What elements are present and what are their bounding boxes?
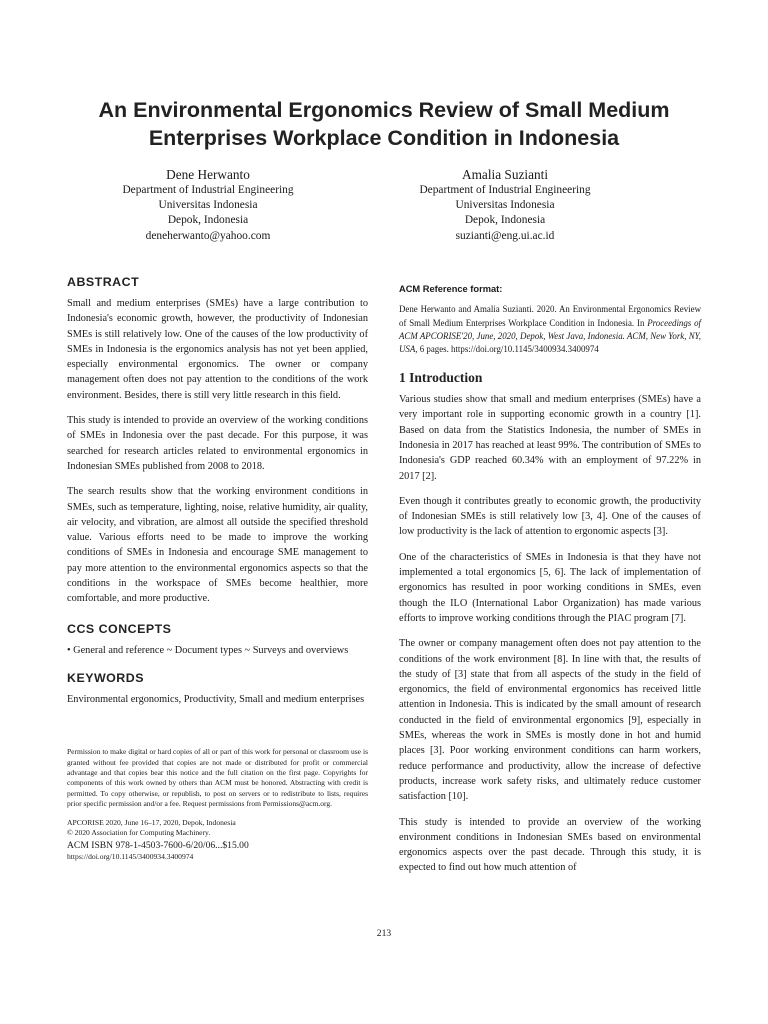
author-block-1 [58,166,358,244]
intro-paragraph: One of the characteristics of SMEs in Indonesia is that they have not implemented a total ergonomics [5, 6]. The lack of implementation of ergonomics has resulted in poor working conditions in SMEs, even though the ILO (International Labor Organization) has made various efforts to improve working conditions through the PIAC program [7]. [399,551,701,624]
author-email: suzianti@eng.ui.ac.id [455,229,555,242]
conference-line: APCORISE 2020, June 16–17, 2020, Depok, Indonesia [67,817,236,827]
author-university: Universitas Indonesia [158,199,258,212]
abstract-paragraph: The search results show that the working environment conditions in SMEs, such as temperature, lighting, noise, relative humidity, air quality, air velocity, and vibration, are almost all outside the specified threshold value. Various efforts need to be made to improve the working conditions of SMEs in Indonesia and encourage SME management to pay more attention to the environmental ergonomics aspects so that the conditions in the workspace of SMEs become healthier, more comfortable, and more productive. [67,486,368,605]
conference-info [67,818,368,863]
ccs-heading: CCS CONCEPTS [67,621,172,636]
author-department: Department of Industrial Engineering [419,184,591,196]
intro-paragraph: The owner or company management often does not pay attention to the conditions of the work environment [8]. In line with that, the results of the study of [3] state that from all aspects of the study in the field of ergonomics, the field of environmental ergonomics has received little attention in Indonesia. This is indicated by the small amount of research conducted in the field of environmental ergonomics [9], especially in SMEs, whereas the work in SMEs is mostly done in hot and humid places [3]. Poor working environment conditions can harm workers, reduce performance and productivity, allow the increase of defective products, increase work safety risks, and ultimately reduce customer satisfaction [10]. [399,638,701,803]
reference-text: Dene Herwanto and Amalia Suzianti. 2020. An Environmental Ergonomics Review of Small Medium Enterprises Workplace Condition in Indonesia. In [399,304,701,328]
acm-reference-text [399,303,701,356]
right-column [399,274,701,886]
doi-link[interactable]: https://doi.org/10.1145/3400934.3400974 [67,851,194,861]
isbn-line: ACM ISBN 978-1-4503-7600-6/20/06...$15.00 [67,839,249,851]
author-name: Dene Herwanto [166,167,250,182]
abstract-heading: ABSTRACT [67,275,140,289]
page-number: 213 [376,928,392,939]
keywords-text: Environmental ergonomics, Productivity, Small and medium enterprises [67,693,365,705]
intro-paragraph: This study is intended to provide an overview of the working environment conditions in Indonesian SMEs based on environmental ergonomics aspects over the past decade. Through this study, it is expected to find out how much attention of [399,816,701,874]
acm-reference-heading: ACM Reference format: [399,284,503,294]
intro-paragraph: Even though it contributes greatly to economic growth, the productivity of Indonesian SMEs is still relatively low [3, 4]. One of the causes of low productivity is the lack of attention to ergonomic aspects [3]. [399,495,701,538]
reference-text-tail: 6 pages. https://doi.org/10.1145/3400934.3400974 [417,343,599,354]
author-university: Universitas Indonesia [455,199,555,212]
copyright-line: © 2020 Association for Computing Machinery. [67,828,211,838]
abstract-paragraph: This study is intended to provide an overview of the working conditions of SMEs in Indonesia over the past decade. For this purpose, it was searched for research articles related to environmental ergonomics in Indonesian SMEs published from 2008 to 2018. [67,415,368,472]
reference-proceedings: Proceedings of ACM APCORISE'20, June, 2020, Depok, West Java, Indonesia. ACM, New York, NY, USA, [399,317,701,354]
left-column [67,274,368,862]
ccs-item: • General and reference ~ Document types ~ Surveys and overviews [67,644,349,656]
author-block-2 [355,166,655,244]
intro-paragraph: Various studies show that small and medium enterprises (SMEs) have a very important role in supporting economic growth in a country [1]. Based on data from the Statistics Indonesia, the number of SMEs in Indonesia in 2017 has reached at least 99%. The contribution of SMEs to Indonesia's GDP reached 60.34% with an employment of 97.22% in 2017 [2]. [399,394,701,482]
introduction-heading: 1 Introduction [399,370,483,386]
author-department: Department of Industrial Engineering [122,184,294,196]
author-location: Depok, Indonesia [167,214,249,227]
author-email: deneherwanto@yahoo.com [145,229,271,242]
permission-notice: Permission to make digital or hard copies of all or part of this work for personal or classroom use is granted without fee provided that copies are not made or distributed for profit or commercial advantage and that copies bear this notice and the full citation on the first page. Copyrights for components of this work owned by others than ACM must be honored. Abstracting with credit is permitted. To copy otherwise, or republish, to post on servers or to redistribute to lists, requires prior specific permission and/or a fee. Request permissions from Permissions@acm.org. [67,747,368,809]
author-name: Amalia Suzianti [461,167,549,182]
abstract-paragraph: Small and medium enterprises (SMEs) have a large contribution to Indonesia's economic growth, however, the productivity of Indonesian SMEs is still relatively low. One of the causes of the low productivity of SMEs in Indonesia is the ergonomics analysis has not yet been applied, especially environmental ergonomics. The owner or company management often does not pay attention to the conditions of the work environment. Besides, there is still very little research in this field. [67,298,368,401]
author-location: Depok, Indonesia [464,214,546,227]
paper-title: An Environmental Ergonomics Review of Small Medium Enterprises Workplace Condition in Indonesia [98,98,670,150]
keywords-heading: KEYWORDS [67,670,144,685]
